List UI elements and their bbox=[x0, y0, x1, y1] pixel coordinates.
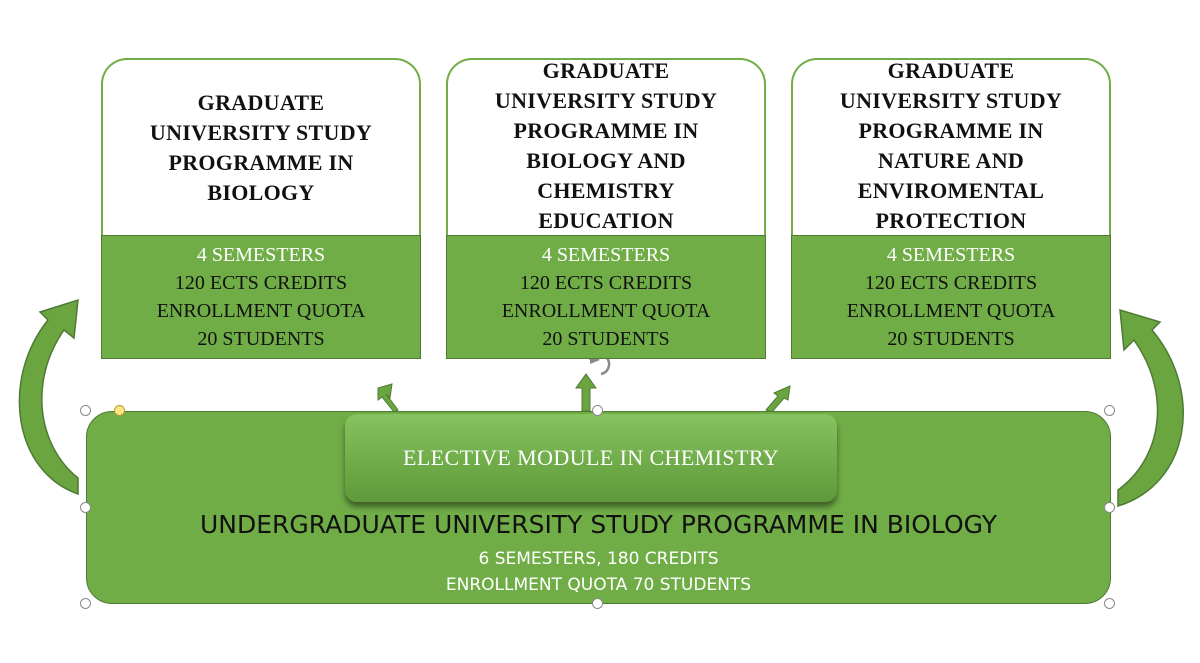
info-line: 4 SEMESTERS bbox=[196, 244, 326, 266]
info-line: 120 ECTS CREDITS bbox=[174, 272, 348, 294]
title-line: BIOLOGY bbox=[207, 180, 315, 205]
info-line: ENROLLMENT QUOTA bbox=[501, 300, 711, 322]
graduate-biology-info bbox=[101, 235, 421, 359]
resize-handle-bottom-right[interactable] bbox=[1104, 598, 1115, 609]
title-line: EDUCATION bbox=[538, 208, 674, 233]
title-line: BIOLOGY AND bbox=[526, 148, 686, 173]
title-line: ENVIROMENTAL bbox=[857, 178, 1045, 203]
title-line: PROGRAMME IN bbox=[168, 150, 354, 175]
title-line: PROTECTION bbox=[875, 208, 1027, 233]
resize-handle-top-left[interactable] bbox=[80, 405, 91, 416]
left-curved-arrow bbox=[19, 300, 78, 494]
title-line: UNIVERSITY STUDY bbox=[149, 120, 373, 145]
adjust-handle[interactable] bbox=[114, 405, 125, 416]
resize-handle-bottom-left[interactable] bbox=[80, 598, 91, 609]
info-line: 20 STUDENTS bbox=[542, 328, 670, 350]
title-line: PROGRAMME IN bbox=[858, 118, 1044, 143]
graduate-nature-environmental-protection-title bbox=[791, 58, 1111, 236]
undergraduate-title: UNDERGRADUATE UNIVERSITY STUDY PROGRAMME IN BIOLOGY bbox=[199, 510, 998, 539]
title-line: NATURE AND bbox=[877, 148, 1025, 173]
resize-handle-top-right[interactable] bbox=[1104, 405, 1115, 416]
title-line: UNIVERSITY STUDY bbox=[839, 88, 1063, 113]
title-line: PROGRAMME IN bbox=[513, 118, 699, 143]
resize-handle-right[interactable] bbox=[1104, 502, 1115, 513]
info-line: 4 SEMESTERS bbox=[541, 244, 671, 266]
small-arrow-right bbox=[766, 386, 790, 412]
info-line: 120 ECTS CREDITS bbox=[864, 272, 1038, 294]
small-arrow-left bbox=[378, 384, 398, 412]
info-line: 4 SEMESTERS bbox=[886, 244, 1016, 266]
resize-handle-bottom[interactable] bbox=[592, 598, 603, 609]
undergraduate-enrollment-quota: ENROLLMENT QUOTA 70 STUDENTS bbox=[445, 575, 752, 595]
info-line: 120 ECTS CREDITS bbox=[519, 272, 693, 294]
info-line: 20 STUDENTS bbox=[887, 328, 1015, 350]
graduate-nature-environmental-protection-info bbox=[791, 235, 1111, 359]
title-line: GRADUATE bbox=[887, 58, 1015, 83]
info-line: 20 STUDENTS bbox=[197, 328, 325, 350]
title-line: CHEMISTRY bbox=[537, 178, 675, 203]
info-line: ENROLLMENT QUOTA bbox=[846, 300, 1056, 322]
graduate-biology-title bbox=[101, 58, 421, 236]
right-curved-arrow bbox=[1118, 310, 1183, 506]
title-line: GRADUATE bbox=[542, 58, 670, 83]
elective-module-chemistry: ELECTIVE MODULE IN CHEMISTRY bbox=[345, 414, 837, 502]
title-line: GRADUATE bbox=[197, 90, 325, 115]
title-line: UNIVERSITY STUDY bbox=[494, 88, 718, 113]
resize-handle-top[interactable] bbox=[592, 405, 603, 416]
graduate-biology-chemistry-education-info bbox=[446, 235, 766, 359]
undergraduate-semesters-credits: 6 SEMESTERS, 180 CREDITS bbox=[478, 549, 719, 569]
graduate-biology-chemistry-education-title bbox=[446, 58, 766, 236]
info-line: ENROLLMENT QUOTA bbox=[156, 300, 366, 322]
resize-handle-left[interactable] bbox=[80, 502, 91, 513]
